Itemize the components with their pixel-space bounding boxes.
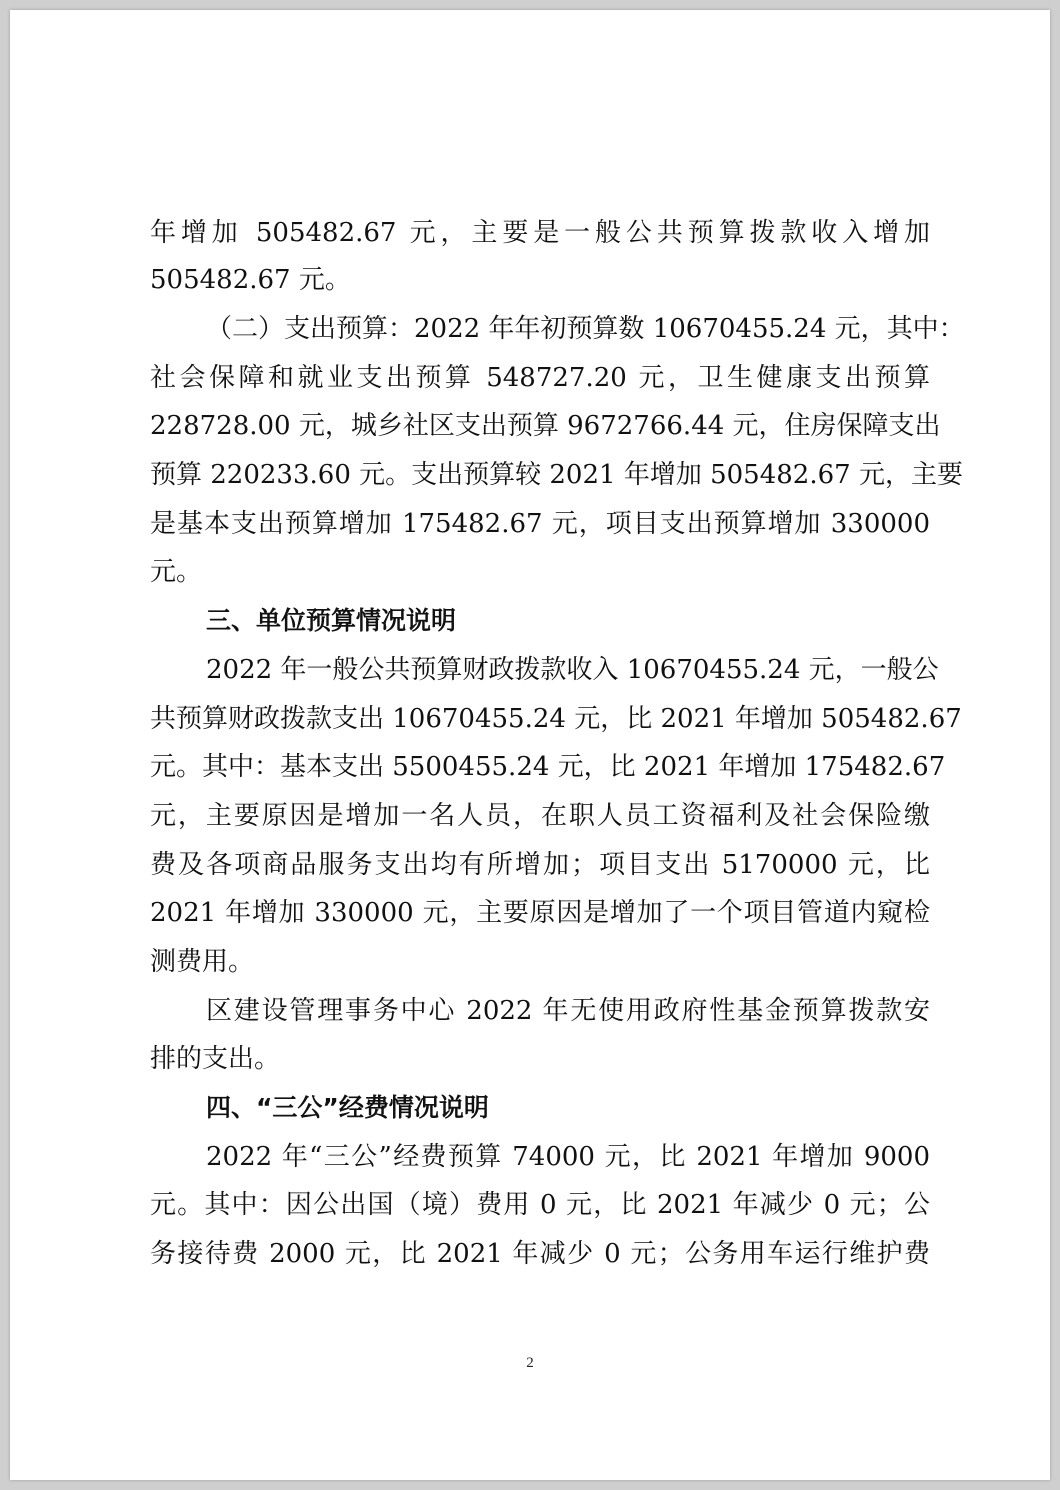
body-line: 元，主要原因是增加一名人员，在职人员工资福利及社会保险缴	[150, 801, 930, 831]
body-line: 元。其中：基本支出 5500455.24 元，比 2021 年增加 175482.67	[150, 752, 946, 782]
body-line: 测费用。	[150, 947, 255, 977]
body-line: 是基本支出预算增加 175482.67 元，项目支出预算增加 330000	[150, 509, 930, 539]
body-line: 228728.00 元，城乡社区支出预算 9672766.44 元，住房保障支出	[150, 411, 941, 441]
body-line: 区建设管理事务中心 2022 年无使用政府性基金预算拨款安	[206, 996, 930, 1026]
body-line: 排的支出。	[150, 1044, 281, 1074]
section-heading: 四、“三公”经费情况说明	[206, 1093, 489, 1122]
body-line: 预算 220233.60 元。支出预算较 2021 年增加 505482.67 元，主要	[150, 460, 963, 490]
body-line: （二）支出预算：2022 年年初预算数 10670455.24 元，其中：	[206, 314, 965, 344]
body-line: 社会保障和就业支出预算 548727.20 元，卫生健康支出预算	[150, 363, 930, 393]
body-line: 2022 年“三公”经费预算 74000 元，比 2021 年增加 9000	[206, 1142, 930, 1172]
body-line: 元。其中：因公出国（境）费用 0 元，比 2021 年减少 0 元；公	[150, 1190, 930, 1220]
body-line: 2022 年一般公共预算财政拨款收入 10670455.24 元，一般公	[206, 655, 939, 685]
body-line: 2021 年增加 330000 元，主要原因是增加了一个项目管道内窥检	[150, 898, 930, 928]
section-heading: 三、单位预算情况说明	[206, 606, 457, 635]
body-line: 费及各项商品服务支出均有所增加；项目支出 5170000 元，比	[150, 850, 930, 880]
body-line: 元。	[150, 557, 203, 587]
body-line: 共预算财政拨款支出 10670455.24 元，比 2021 年增加 505482.67	[150, 704, 962, 734]
body-line: 505482.67 元。	[150, 265, 351, 295]
document-page	[10, 10, 1050, 1480]
page-number: 2	[526, 1355, 534, 1371]
body-line: 务接待费 2000 元，比 2021 年减少 0 元；公务用车运行维护费	[150, 1239, 930, 1269]
body-line: 年增加 505482.67 元，主要是一般公共预算拨款收入增加	[150, 218, 930, 248]
